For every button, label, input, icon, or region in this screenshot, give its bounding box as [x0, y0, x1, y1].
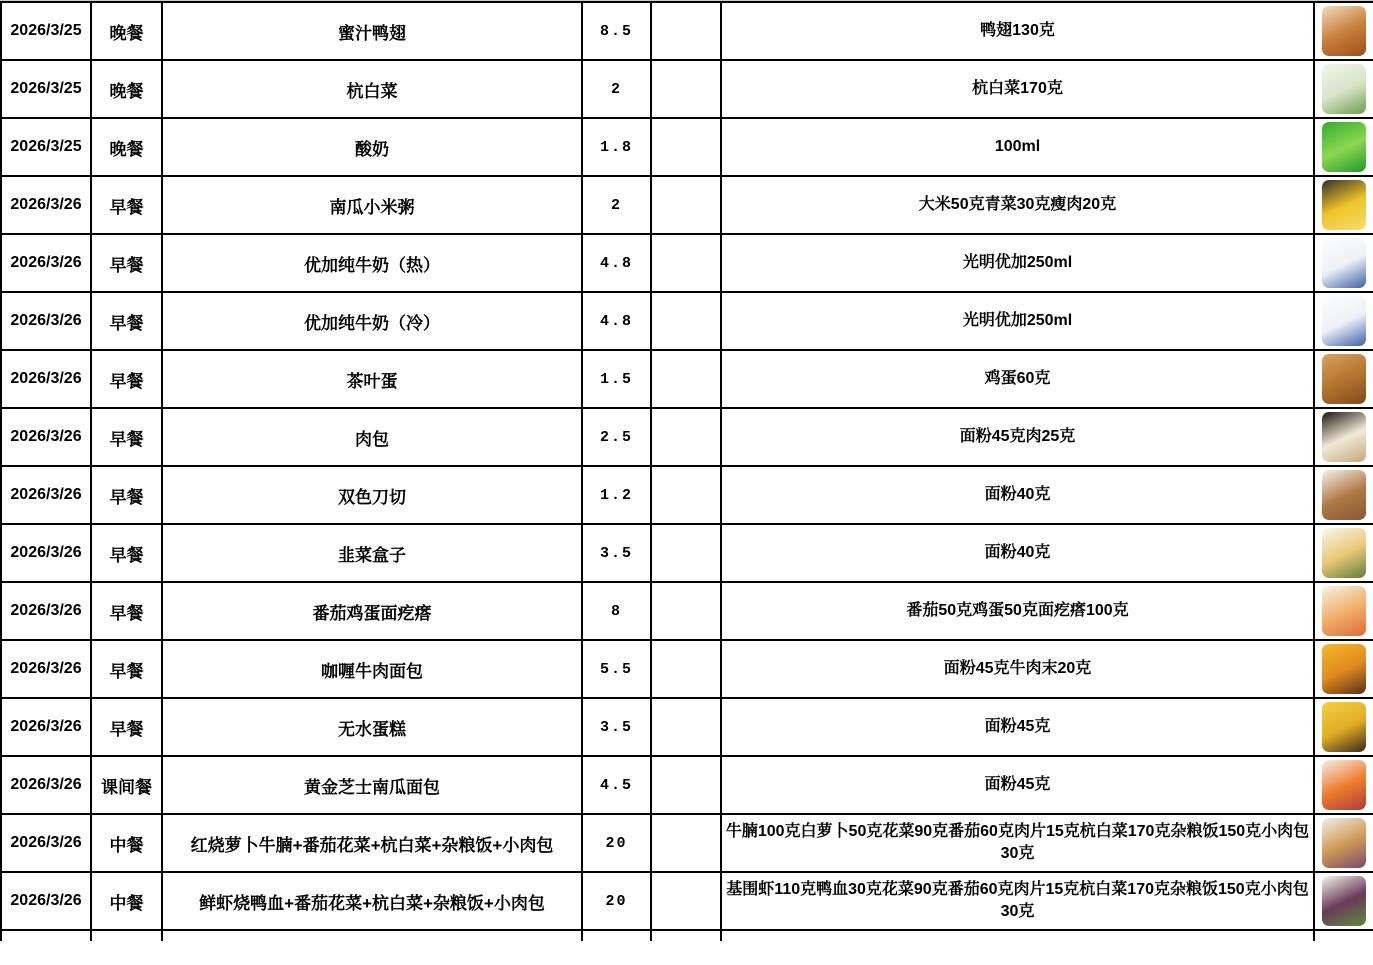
price-cell[interactable] — [582, 292, 651, 350]
price-cell[interactable] — [582, 60, 651, 118]
table-row-partial — [1, 930, 1373, 941]
price-cell[interactable] — [582, 234, 651, 292]
pumpkin-millet-porridge-photo[interactable] — [1322, 180, 1366, 230]
dish-name-text: 黄金芝士南瓜面包 — [304, 777, 440, 797]
dish-name-text: 优加纯牛奶（冷） — [304, 313, 440, 333]
price-text: 8 — [610, 602, 622, 620]
table-row — [1, 60, 1373, 118]
meal-type-cell[interactable] — [91, 234, 162, 292]
date-text: 2026/3/26 — [10, 776, 82, 793]
table-row — [1, 872, 1373, 930]
ingredients-cell[interactable] — [721, 814, 1314, 872]
note-cell[interactable] — [651, 2, 721, 60]
date-text: 2026/3/26 — [10, 428, 82, 445]
note-cell[interactable] — [651, 234, 721, 292]
dish-name-text: 韭菜盒子 — [338, 545, 406, 565]
dish-name-cell[interactable] — [162, 466, 582, 524]
meal-type-cell[interactable] — [91, 640, 162, 698]
table-row — [1, 2, 1373, 60]
dish-name-cell[interactable] — [162, 234, 582, 292]
meal-type-text: 早餐 — [109, 371, 144, 391]
meal-type-text: 早餐 — [109, 255, 144, 275]
date-text: 2026/3/26 — [10, 486, 82, 503]
pumpkin-cheese-bread-photo[interactable] — [1322, 760, 1366, 810]
milk-carton-photo[interactable] — [1322, 296, 1366, 346]
ingredients-text: 面粉45克牛肉末20克 — [943, 659, 1092, 677]
meal-type-cell[interactable] — [91, 292, 162, 350]
ingredients-cell[interactable] — [721, 234, 1314, 292]
food-photo-cell[interactable] — [1314, 176, 1373, 234]
date-cell[interactable] — [1, 350, 91, 408]
cabbage-dish-photo[interactable] — [1322, 64, 1366, 114]
meal-type-cell[interactable] — [91, 466, 162, 524]
dish-name-text: 番茄鸡蛋面疙瘩 — [312, 603, 432, 623]
meal-type-text: 课间餐 — [101, 777, 152, 797]
note-cell[interactable] — [651, 60, 721, 118]
price-cell[interactable] — [582, 872, 651, 930]
date-cell[interactable] — [1, 466, 91, 524]
meat-bun-photo[interactable] — [1322, 412, 1366, 462]
dish-name-cell[interactable] — [162, 118, 582, 176]
date-text: 2026/3/26 — [10, 892, 82, 909]
date-text: 2026/3/26 — [10, 312, 82, 329]
date-cell[interactable] — [1, 814, 91, 872]
food-photo-cell[interactable] — [1314, 350, 1373, 408]
dish-name-text: 鲜虾烧鸭血+番茄花菜+杭白菜+杂粮饭+小肉包 — [199, 893, 545, 913]
food-photo-cell[interactable] — [1314, 698, 1373, 756]
ingredients-cell[interactable] — [721, 60, 1314, 118]
table-row — [1, 698, 1373, 756]
price-text: 3.5 — [599, 544, 633, 562]
dish-name-cell[interactable] — [162, 524, 582, 582]
dish-name-cell[interactable] — [162, 814, 582, 872]
meal-type-cell[interactable] — [91, 930, 162, 941]
ingredients-text: 大米50克青菜30克瘦肉20克 — [918, 195, 1117, 213]
ingredients-cell[interactable] — [721, 292, 1314, 350]
price-cell[interactable] — [582, 408, 651, 466]
date-cell[interactable] — [1, 292, 91, 350]
price-cell[interactable] — [582, 698, 651, 756]
ingredients-text: 基围虾110克鸭血30克花菜90克番茄60克肉片15克杭白菜170克杂粮饭150克小肉包30克 — [726, 880, 1309, 920]
price-cell[interactable] — [582, 582, 651, 640]
note-cell[interactable] — [651, 408, 721, 466]
dish-name-cell[interactable] — [162, 292, 582, 350]
price-cell[interactable] — [582, 640, 651, 698]
price-text: 5.5 — [599, 660, 633, 678]
food-photo-cell[interactable] — [1314, 756, 1373, 814]
table-row — [1, 814, 1373, 872]
price-text: 3.5 — [599, 718, 633, 736]
tomato-egg-dough-soup-photo[interactable] — [1322, 586, 1366, 636]
curry-beef-bread-photo[interactable] — [1322, 644, 1366, 694]
dish-name-cell[interactable] — [162, 640, 582, 698]
ingredients-cell[interactable] — [721, 350, 1314, 408]
meal-type-cell[interactable] — [91, 118, 162, 176]
food-photo-cell[interactable] — [1314, 814, 1373, 872]
price-text: 4.8 — [599, 312, 633, 330]
lunch-tray-bowls-photo[interactable] — [1322, 818, 1366, 868]
note-cell[interactable] — [651, 930, 721, 941]
tea-eggs-photo[interactable] — [1322, 354, 1366, 404]
meal-type-cell[interactable] — [91, 350, 162, 408]
ingredients-cell[interactable] — [721, 698, 1314, 756]
ingredients-cell[interactable] — [721, 930, 1314, 941]
meal-type-cell[interactable] — [91, 60, 162, 118]
ingredients-cell[interactable] — [721, 582, 1314, 640]
ingredients-cell[interactable] — [721, 640, 1314, 698]
food-photo-cell[interactable] — [1314, 872, 1373, 930]
food-photo-cell[interactable] — [1314, 118, 1373, 176]
meal-type-cell[interactable] — [91, 814, 162, 872]
dish-name-cell[interactable] — [162, 698, 582, 756]
ingredients-cell[interactable] — [721, 408, 1314, 466]
price-text: 2 — [610, 80, 622, 98]
yogurt-cup-photo[interactable] — [1322, 122, 1366, 172]
ingredients-text: 面粉40克 — [984, 485, 1051, 503]
ingredients-cell[interactable] — [721, 2, 1314, 60]
price-cell[interactable] — [582, 2, 651, 60]
meal-type-cell[interactable] — [91, 582, 162, 640]
note-cell[interactable] — [651, 350, 721, 408]
dish-name-cell[interactable] — [162, 582, 582, 640]
price-text: 20 — [605, 834, 628, 852]
menu-table-body — [1, 2, 1373, 941]
dish-name-text: 杭白菜 — [346, 81, 398, 101]
dish-name-text: 南瓜小米粥 — [329, 197, 415, 217]
date-text: 2026/3/26 — [10, 544, 82, 561]
table-row — [1, 466, 1373, 524]
dish-name-text: 咖喱牛肉面包 — [321, 661, 423, 681]
dish-name-cell[interactable] — [162, 872, 582, 930]
note-cell[interactable] — [651, 466, 721, 524]
date-text: 2026/3/26 — [10, 834, 82, 851]
meal-type-text: 晚餐 — [109, 81, 144, 101]
date-cell[interactable] — [1, 176, 91, 234]
price-text: 1.8 — [599, 138, 633, 156]
price-text: 2 — [610, 196, 622, 214]
grilled-duck-wings-photo[interactable] — [1322, 6, 1366, 56]
date-text: 2026/3/26 — [10, 602, 82, 619]
date-cell[interactable] — [1, 698, 91, 756]
price-text: 4.8 — [599, 254, 633, 272]
table-row — [1, 524, 1373, 582]
meal-type-text: 早餐 — [109, 661, 144, 681]
date-cell[interactable] — [1, 930, 91, 941]
date-cell[interactable] — [1, 408, 91, 466]
ingredients-cell[interactable] — [721, 118, 1314, 176]
date-text: 2026/3/26 — [10, 660, 82, 677]
food-photo-cell[interactable] — [1314, 234, 1373, 292]
dish-name-text: 肉包 — [355, 429, 389, 449]
date-cell[interactable] — [1, 60, 91, 118]
dish-name-cell[interactable] — [162, 60, 582, 118]
food-photo-cell[interactable] — [1314, 466, 1373, 524]
note-cell[interactable] — [651, 292, 721, 350]
meal-type-text: 中餐 — [109, 893, 144, 913]
table-row — [1, 176, 1373, 234]
dish-name-text: 红烧萝卜牛腩+番茄花菜+杭白菜+杂粮饭+小肉包 — [190, 835, 554, 855]
date-text: 2026/3/25 — [10, 22, 82, 39]
price-cell[interactable] — [582, 350, 651, 408]
table-row — [1, 756, 1373, 814]
table-row — [1, 292, 1373, 350]
meal-type-cell[interactable] — [91, 176, 162, 234]
meal-type-text: 早餐 — [109, 429, 144, 449]
meal-type-cell[interactable] — [91, 872, 162, 930]
dish-name-cell[interactable] — [162, 2, 582, 60]
date-text: 2026/3/26 — [10, 370, 82, 387]
meal-type-text: 早餐 — [109, 487, 144, 507]
ingredients-text: 面粉45克肉25克 — [959, 427, 1076, 445]
price-text: 2.5 — [599, 428, 633, 446]
food-photo-cell[interactable] — [1314, 2, 1373, 60]
ingredients-text: 鸡蛋60克 — [984, 369, 1051, 387]
ingredients-text: 光明优加250ml — [962, 311, 1073, 329]
date-cell[interactable] — [1, 872, 91, 930]
food-photo-cell[interactable] — [1314, 524, 1373, 582]
date-cell[interactable] — [1, 640, 91, 698]
price-cell[interactable] — [582, 756, 651, 814]
ingredients-cell[interactable] — [721, 756, 1314, 814]
date-cell[interactable] — [1, 582, 91, 640]
price-text: 20 — [605, 892, 628, 910]
price-cell[interactable] — [582, 118, 651, 176]
menu-table — [0, 1, 1373, 941]
ingredients-cell[interactable] — [721, 466, 1314, 524]
date-cell[interactable] — [1, 234, 91, 292]
ingredients-cell[interactable] — [721, 872, 1314, 930]
note-cell[interactable] — [651, 118, 721, 176]
date-cell[interactable] — [1, 756, 91, 814]
food-photo-cell[interactable] — [1314, 292, 1373, 350]
ingredients-text: 光明优加250ml — [962, 253, 1073, 271]
note-cell[interactable] — [651, 524, 721, 582]
note-cell[interactable] — [651, 872, 721, 930]
ingredients-text: 面粉40克 — [984, 543, 1051, 561]
table-row — [1, 118, 1373, 176]
dish-name-cell[interactable] — [162, 350, 582, 408]
price-text: 4.5 — [599, 776, 633, 794]
price-cell[interactable] — [582, 930, 651, 941]
date-text: 2026/3/25 — [10, 138, 82, 155]
steamed-rolls-photo[interactable] — [1322, 470, 1366, 520]
meal-type-text: 晚餐 — [109, 139, 144, 159]
food-photo-cell[interactable] — [1314, 408, 1373, 466]
note-cell[interactable] — [651, 640, 721, 698]
ingredients-text: 番茄50克鸡蛋50克面疙瘩100克 — [906, 601, 1129, 619]
meal-type-text: 晚餐 — [109, 23, 144, 43]
food-photo-cell[interactable] — [1314, 930, 1373, 941]
price-cell[interactable] — [582, 814, 651, 872]
table-row — [1, 582, 1373, 640]
ingredients-text: 面粉45克 — [984, 775, 1051, 793]
milk-carton-photo[interactable] — [1322, 238, 1366, 288]
food-photo-cell[interactable] — [1314, 582, 1373, 640]
meal-type-text: 中餐 — [109, 835, 144, 855]
lunch-plate-photo[interactable] — [1322, 876, 1366, 926]
ingredients-text: 面粉45克 — [984, 717, 1051, 735]
date-text: 2026/3/26 — [10, 718, 82, 735]
date-text: 2026/3/26 — [10, 254, 82, 271]
ingredients-cell[interactable] — [721, 524, 1314, 582]
note-cell[interactable] — [651, 756, 721, 814]
date-text: 2026/3/25 — [10, 80, 82, 97]
price-cell[interactable] — [582, 524, 651, 582]
table-row — [1, 234, 1373, 292]
meal-type-text: 早餐 — [109, 719, 144, 739]
price-cell[interactable] — [582, 466, 651, 524]
meal-type-text: 早餐 — [109, 197, 144, 217]
food-photo-cell[interactable] — [1314, 640, 1373, 698]
ingredients-cell[interactable] — [721, 176, 1314, 234]
dish-name-text: 酸奶 — [355, 139, 389, 159]
meal-type-cell[interactable] — [91, 756, 162, 814]
ingredients-text: 鸭翅130克 — [980, 21, 1055, 39]
date-cell[interactable] — [1, 118, 91, 176]
meal-type-text: 早餐 — [109, 313, 144, 333]
food-photo-cell[interactable] — [1314, 60, 1373, 118]
meal-type-cell[interactable] — [91, 2, 162, 60]
meal-type-cell[interactable] — [91, 408, 162, 466]
date-cell[interactable] — [1, 2, 91, 60]
note-cell[interactable] — [651, 176, 721, 234]
ingredients-text: 100ml — [994, 137, 1041, 155]
dish-name-text: 无水蛋糕 — [338, 719, 406, 739]
chive-pocket-pastry-photo[interactable] — [1322, 528, 1366, 578]
table-row — [1, 408, 1373, 466]
note-cell[interactable] — [651, 814, 721, 872]
meal-type-text: 早餐 — [109, 603, 144, 623]
dish-name-text: 茶叶蛋 — [346, 371, 398, 391]
meal-type-cell[interactable] — [91, 698, 162, 756]
price-text: 8.5 — [599, 22, 633, 40]
meal-type-cell[interactable] — [91, 524, 162, 582]
cake-cubes-photo[interactable] — [1322, 702, 1366, 752]
dish-name-cell[interactable] — [162, 930, 582, 941]
meal-type-text: 早餐 — [109, 545, 144, 565]
ingredients-text: 杭白菜170克 — [972, 79, 1063, 97]
table-row — [1, 640, 1373, 698]
table-row — [1, 350, 1373, 408]
dish-name-cell[interactable] — [162, 756, 582, 814]
price-text: 1.5 — [599, 370, 633, 388]
dish-name-text: 双色刀切 — [338, 487, 406, 507]
ingredients-text: 牛腩100克白萝卜50克花菜90克番茄60克肉片15克杭白菜170克杂粮饭150克小肉包30克 — [725, 822, 1310, 862]
dish-name-text: 优加纯牛奶（热） — [304, 255, 440, 275]
dish-name-text: 蜜汁鸭翅 — [338, 23, 406, 43]
dish-name-cell[interactable] — [162, 408, 582, 466]
note-cell[interactable] — [651, 698, 721, 756]
price-text: 1.2 — [599, 486, 633, 504]
price-cell[interactable] — [582, 176, 651, 234]
date-cell[interactable] — [1, 524, 91, 582]
note-cell[interactable] — [651, 582, 721, 640]
dish-name-cell[interactable] — [162, 176, 582, 234]
date-text: 2026/3/26 — [10, 196, 82, 213]
